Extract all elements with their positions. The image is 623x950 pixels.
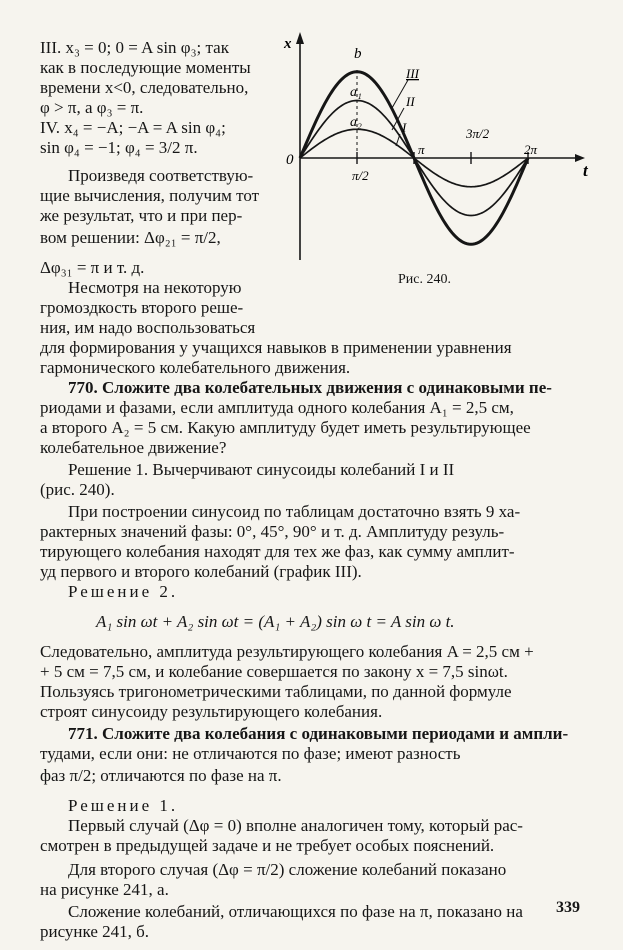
left-col-line-14: ния, им надо воспользоваться [40,318,256,337]
left-col-line-13: громоздкость второго реше- [40,298,244,317]
body-line-24: смотрен в предыдущей задаче и не требует особых пояснений. [40,836,495,855]
body-line-17: Пользуясь тригонометрическими таблицами, по данной формуле [40,682,512,701]
body-line-12: уд первого и второго колебаний (график III). [40,562,362,581]
problem-770-line-3: а второго A₂ = 5 см. Какую амплитуду будет иметь результирующее [40,418,531,437]
body-line-23: Первый случай (Δφ = 0) вполне аналогичен тому, который рас- [68,816,523,835]
body-line-9: При построении синусоид по таблицам достаточно взять 9 ха- [68,502,521,521]
body-line-11: тирующего колебания находят для тех же фаз, как сумму амплит- [40,542,515,561]
x-axis-arrow [296,32,304,44]
left-col-line-4: φ > π, а φ₃ = π. [40,98,144,117]
t-axis-label: t [583,161,588,180]
body-line-26: на рисунке 241, а. [40,880,169,899]
tick-label-pi: π [418,142,425,157]
body-line-10: рактерных значений фазы: 0°, 45°, 90° и т. д. Амплитуду резуль- [40,522,505,541]
origin-label: 0 [286,152,294,168]
left-col-line-6: sin φ₄ = −1; φ₄ = 3/2 π. [40,138,198,157]
figure-240 [280,30,620,300]
solution-1-heading: Решение 1. Вычерчивают синусоиды колебаний I и II [68,460,455,479]
left-col-line-3: времени x<0, следовательно, [40,78,249,97]
tick-label-3pi-half: 3π/2 [466,126,490,141]
body-line-15: Следовательно, амплитуда результирующего колебания A = 2,5 см + [40,642,534,661]
left-col-line-5: IV. x₄ = −A; −A = A sin φ₄; [40,118,226,137]
problem-770-line-4: колебательное движение? [40,438,227,457]
tick-label-pi-half: π/2 [352,168,369,183]
curve-label-a2: a₂ [350,115,362,130]
page-number: 339 [556,899,580,916]
problem-771-line-1: 771. Сложите два колебания с одинаковыми периодами и ампли- [68,724,569,743]
body-line-8: (рис. 240). [40,480,115,499]
body-line-18: строят синусоиду результирующего колебания. [40,702,383,721]
solution-1b-heading: Решение 1. [68,796,179,815]
curve-label-a1: a₁ [350,85,362,100]
body-line-16: + 5 см = 7,5 см, и колебание совершается по закону x = 7,5 sinωt. [40,662,508,681]
formula-line: A₁ sin ωt + A₂ sin ωt = (A₁ + A₂) sin ω t = A sin ω t. [96,612,455,631]
curve-label-II: II [406,94,415,109]
body-line-25: Для второго случая (Δφ = π/2) сложение колебаний показано [68,860,507,879]
left-col-line-10: вом решении: Δφ₂₁ = π/2, [40,228,221,247]
left-col-line-1: III. x₃ = 0; 0 = A sin φ₃; так [40,38,229,57]
leader-I [396,134,400,146]
problem-771-line-3: фаз π/2; отличаются по фазе на π. [40,766,282,785]
curve-label-I: I [402,120,407,135]
problem-770-line-1: 770. Сложите два колебательных движения с одинаковыми пе- [68,378,552,397]
tick-label-2pi: 2π [524,142,538,157]
left-col-line-8: щие вычисления, получим тот [40,186,260,205]
body-line-2: гармонического колебательного движения. [40,358,351,377]
left-col-line-11: Δφ₃₁ = π и т. д. [40,258,145,277]
left-col-line-12: Несмотря на некоторую [68,278,242,297]
problem-770-line-2: риодами и фазами, если амплитуда одного колебания A₁ = 2,5 см, [40,398,514,417]
curve-label-b: b [354,46,362,62]
left-col-line-7: Произведя соответствую- [68,166,254,185]
solution-2-heading: Решение 2. [68,582,179,601]
problem-771-line-2: тудами, если они: не отличаются по фазе; имеют разность [40,744,461,763]
body-line-1: для формирования у учащихся навыков в применении уравнения [40,338,512,357]
body-line-27: Сложение колебаний, отличающихся по фазе на π, показано на [68,902,523,921]
figure-caption: Рис. 240. [398,272,451,287]
x-axis-label: x [284,36,292,52]
body-line-28: рисунке 241, б. [40,922,150,941]
left-col-line-9: же результат, что и при пер- [40,206,243,225]
left-col-line-2: как в последующие моменты [40,58,251,77]
curve-label-III: III [406,66,419,81]
